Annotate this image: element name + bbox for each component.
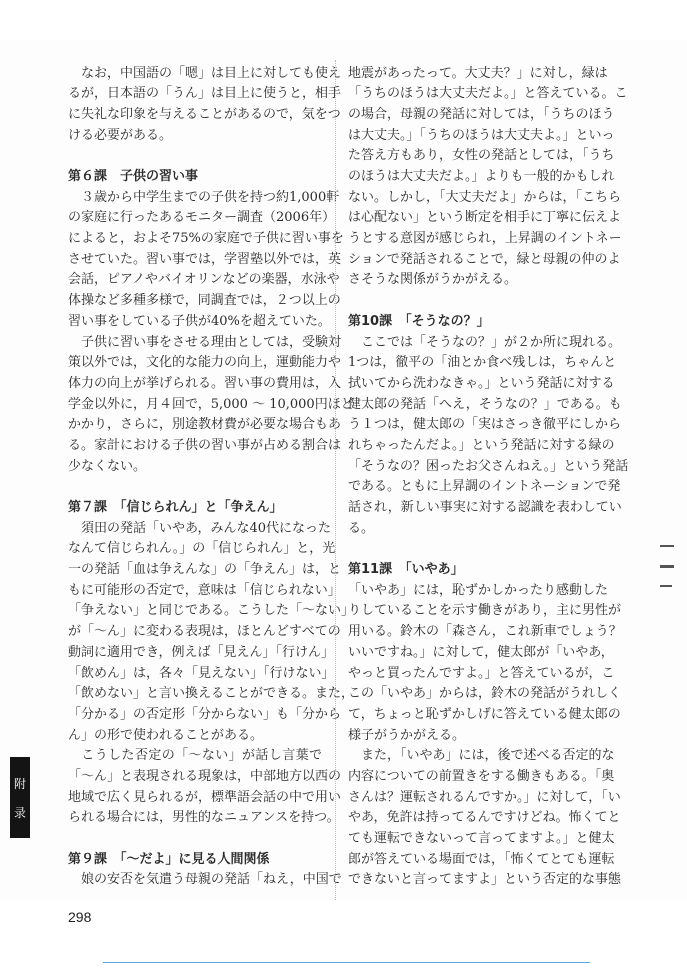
- paragraph-line: 少なくない。: [68, 458, 147, 474]
- paragraph-line: 1つは，徹平の「油とか食べ残しは，ちゃんと: [348, 355, 617, 371]
- paragraph-line: ける必要がある。: [68, 127, 173, 143]
- paragraph-line: 用いる。鈴木の「森さん，これ新車でしょう？: [348, 624, 622, 640]
- paragraph-line: 「争えない」と同じである。こうした「～ない」: [68, 603, 355, 619]
- paragraph-line: う１つは，健太郎の「実はさっき徹平にしから: [348, 417, 622, 433]
- section-heading: 第６課 子供の習い事: [68, 169, 199, 185]
- paragraph-line: に失礼な印象を与えることがあるので，気をつ: [68, 106, 341, 122]
- blank-line: [68, 146, 322, 167]
- blank-line: [348, 291, 605, 312]
- appendix-side-tab: [10, 757, 30, 838]
- paragraph-line: やっと買ったんですよ。」と答えているが，こ: [348, 665, 615, 681]
- paragraph-line: 「いやあ」には，恥ずかしかったり感動した: [348, 582, 609, 598]
- paragraph-line: なお，中国語の「嗯」は目上に対しても使え: [68, 65, 342, 81]
- paragraph-line: 体操など多種多様で，同調査では，２つ以上の: [68, 293, 341, 309]
- paragraph-line: できないと言ってますよ」という否定的な事態: [348, 872, 622, 888]
- paragraph-line: 策以外では，文化的な能力の向上，運動能力や: [68, 355, 342, 371]
- section-heading: 第10課 「そうなの？」: [348, 313, 490, 329]
- paragraph-line: 「飲めない」と言い換えることができる。また，: [68, 686, 355, 702]
- paragraph-line: ここでは「そうなの？」が２か所に現れる。: [348, 334, 622, 350]
- paragraph-line: によると，およそ75%の家庭で子供に習い事を: [68, 231, 344, 247]
- paragraph-line: 一の発話「血は争えんな」の「争えん」は，と: [68, 562, 342, 578]
- paragraph-line: ても運転できないって言ってますよ。」と健太: [348, 831, 615, 847]
- paragraph-line: 拭いてから洗わなきゃ。」という発話に対する: [348, 375, 615, 391]
- paragraph-line: の家庭に行ったあるモニター調査（2006年）: [68, 210, 336, 226]
- scan-artifact: [660, 585, 672, 587]
- section-heading: 第９課 「～だよ」に見る人間関係: [68, 851, 270, 867]
- blank-line: [68, 477, 322, 498]
- paragraph-line: 様子がうかがえる。: [348, 727, 466, 743]
- paragraph-line: 学金以外に，月４回で，5,000 ～ 10,000円ほど: [68, 396, 354, 412]
- scan-artifact: [660, 565, 674, 568]
- paragraph-line: また，「いやあ」には，後で述べる否定的な: [348, 748, 615, 764]
- section-heading: 第11課 「いやあ」: [348, 562, 464, 578]
- column-divider: [335, 60, 336, 900]
- paragraph-line: れちゃったんだよ。」という発話に対する緑の: [348, 437, 615, 453]
- right-text-column: [348, 64, 629, 892]
- paragraph-line: 「分かる」の否定形「分からない」も「分から: [68, 706, 342, 722]
- paragraph-line: の場合，母親の発話に対しては，「うちのほう: [348, 106, 615, 122]
- blank-line: [348, 539, 605, 560]
- paragraph-line: やあ，免許は持ってるんですけどね。怖くてと: [348, 810, 621, 826]
- paragraph-line: いいですね。」に対して，健太郎が「いやあ，: [348, 644, 614, 660]
- paragraph-line: 習い事をしている子供が40%を超えていた。: [68, 313, 331, 329]
- paragraph-line: うとする意図が感じられ，上昇調のイントネー: [348, 231, 622, 247]
- paragraph-line: 子供に習い事をさせる理由としては，受験対: [68, 334, 342, 350]
- paragraph-line: 地震があったって。大丈夫？」に対し，緑は: [348, 65, 608, 81]
- paragraph-line: が「～ん」に変わる表現は，ほとんどすべての: [68, 624, 341, 640]
- paragraph-line: りしていることを示す働きがあり，主に男性が: [348, 603, 622, 619]
- page-number: 298: [68, 909, 92, 925]
- paragraph-line: 内容についての前置きをする働きもある。「奥: [348, 768, 615, 784]
- paragraph-line: のほうは大丈夫だよ。」よりも一般的かもしれ: [348, 169, 615, 185]
- paragraph-line: さんは？運転されるんですか。」に対して，「い: [348, 789, 621, 805]
- side-tab-char: 附: [13, 776, 26, 791]
- paragraph-line: 須田の発話「いやあ，みんな40代になった: [68, 520, 332, 536]
- paragraph-line: 「～ん」と表現される現象は，中部地方以西の: [68, 768, 342, 784]
- scan-artifact: [660, 545, 674, 547]
- paragraph-line: 娘の安否を気遣う母親の発話「ねえ，中国で: [68, 872, 342, 888]
- paragraph-line: られる場合には，男性的なニュアンスを持つ。: [68, 810, 340, 826]
- paragraph-line: 話され，新しい事実に対する認識を表わしてい: [348, 500, 622, 516]
- blank-line: [68, 829, 322, 850]
- paragraph-line: さそうな関係がうかがえる。: [348, 272, 518, 288]
- paragraph-line: ない。しかし，「大丈夫だよ」からは，「こちら: [348, 189, 622, 205]
- paragraph-line: 地域で広く見られるが，標準語会話の中で用い: [68, 789, 342, 805]
- paragraph-line: である。ともに上昇調のイントネーションで発: [348, 479, 621, 495]
- side-tab-char: 录: [13, 805, 26, 820]
- paragraph-line: 健太郎の発話「へえ，そうなの？」である。も: [348, 396, 622, 412]
- paragraph-line: るが，日本語の「うん」は目上に使うと，相手: [68, 86, 342, 102]
- paragraph-line: 体力の向上が挙げられる。習い事の費用は，入: [68, 375, 342, 391]
- bottom-rule: [103, 962, 590, 963]
- paragraph-line: る。家計における子供の習い事が占める割合は: [68, 437, 342, 453]
- paragraph-line: 会話，ピアノやバイオリンなどの楽器，水泳や: [68, 272, 340, 288]
- paragraph-line: は大丈夫。」「うちのほうは大丈夫よ。」といっ: [348, 127, 615, 143]
- paragraph-line: 「飲めん」は，各々「見えない」「行けない」: [68, 665, 335, 681]
- paragraph-line: は心配ない」という断定を相手に丁寧に伝えよ: [348, 210, 622, 226]
- paragraph-line: 郎が答えている場面では，「怖くてとても運転: [348, 851, 615, 867]
- paragraph-line: ん」の形で使われることがある。: [68, 727, 264, 743]
- paragraph-line: なんて信じられん。」の「信じられん」と，光: [68, 541, 336, 557]
- paragraph-line: た答え方もあり，女性の発話としては，「うち: [348, 148, 615, 164]
- paragraph-line: もに可能形の否定で，意味は「信じられない」: [68, 582, 341, 598]
- paragraph-line: 「そうなの？困ったお父さんねえ。」という発話: [348, 458, 629, 474]
- paragraph-line: 「うちのほうは大丈夫だよ。」と答えている。こ: [348, 86, 628, 102]
- left-text-column: [68, 64, 355, 892]
- paragraph-line: 動詞に適用でき，例えば「見えん」「行けん」: [68, 644, 334, 660]
- paragraph-line: こうした否定の「～ない」が話し言葉で: [68, 748, 322, 764]
- paragraph-line: る。: [348, 520, 375, 536]
- paragraph-line: かかり，さらに，別途教材費が必要な場合もあ: [68, 417, 342, 433]
- paragraph-line: させていた。習い事では，学習塾以外では，英: [68, 251, 342, 267]
- paragraph-line: ３歳から中学生までの子供を持つ約1,000軒: [68, 189, 340, 205]
- paragraph-line: この「いやあ」からは，鈴木の発話がうれしく: [348, 686, 622, 702]
- paragraph-line: ションで発話されることで，緑と母親の仲のよ: [348, 251, 621, 267]
- paragraph-line: て，ちょっと恥ずかしげに答えている健太郎の: [348, 706, 621, 722]
- section-heading: 第７課 「信じられん」と「争えん」: [68, 500, 283, 516]
